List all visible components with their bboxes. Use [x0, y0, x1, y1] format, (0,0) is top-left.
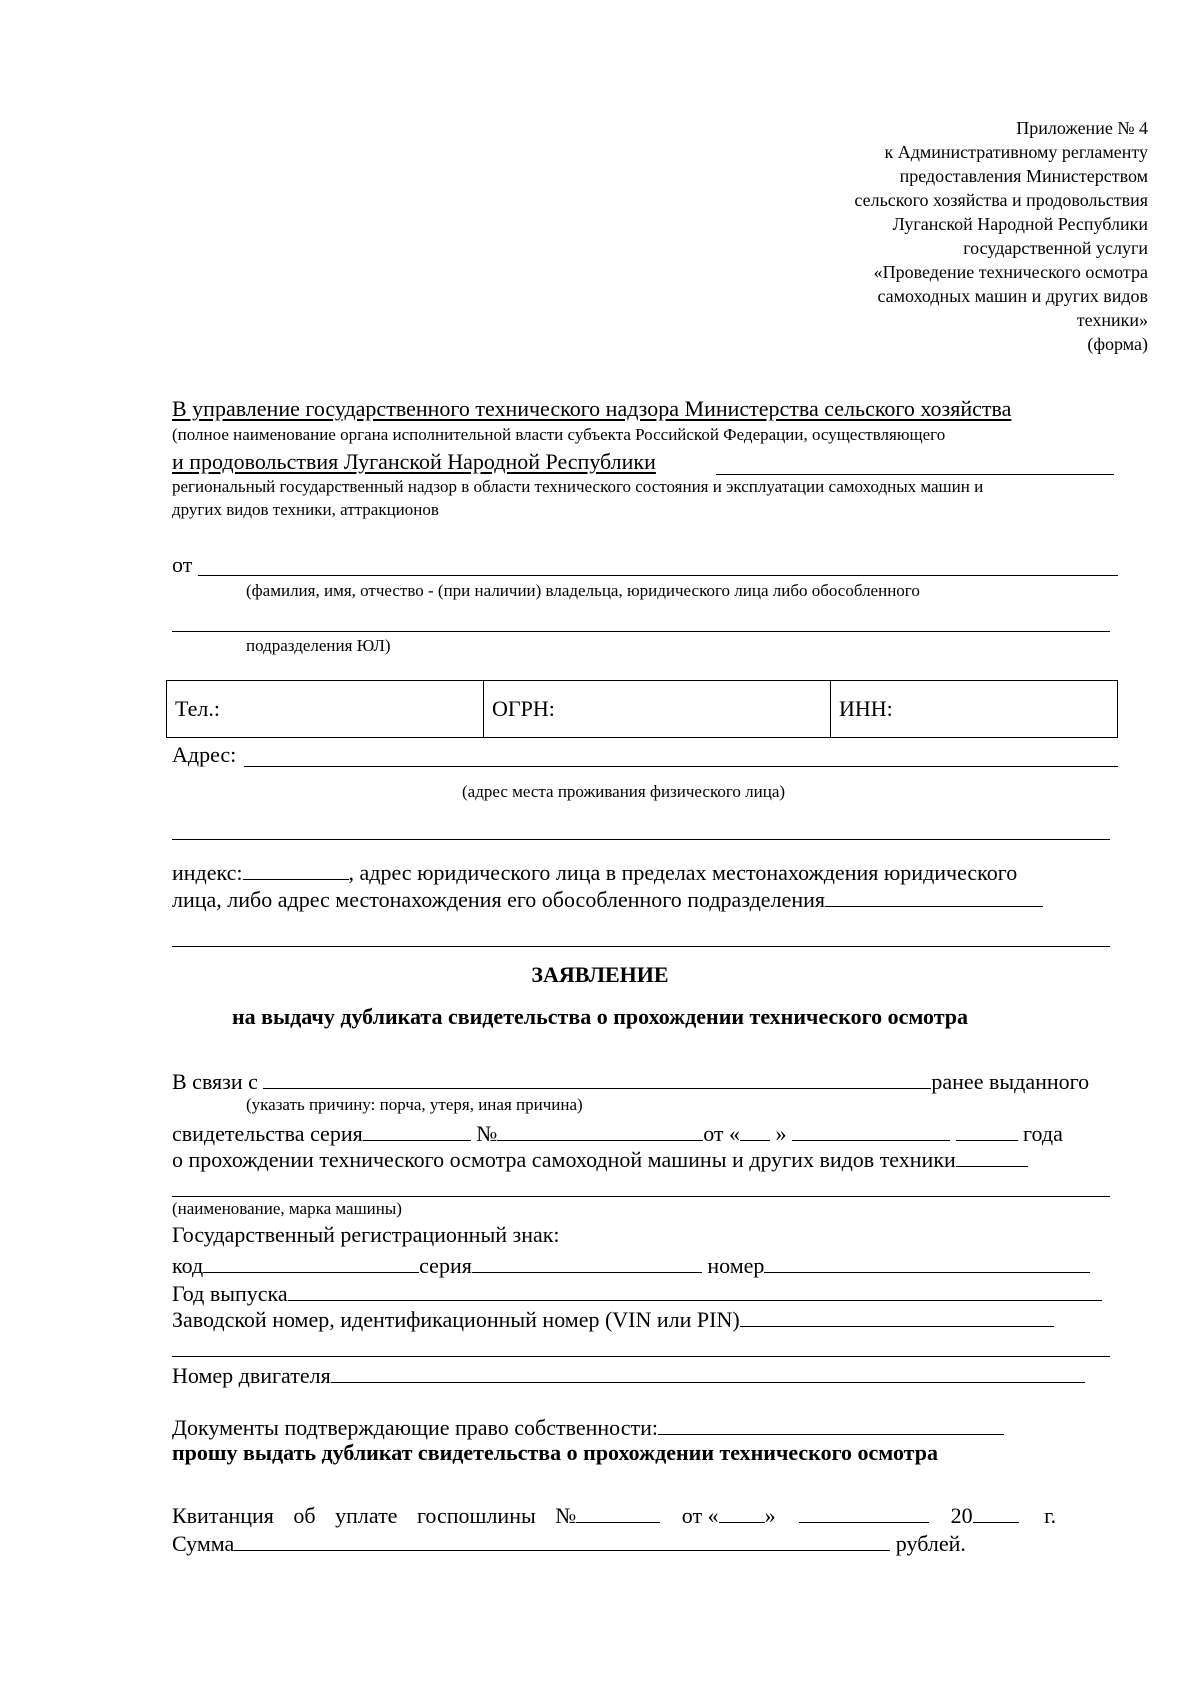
cert-year-word: года	[1023, 1121, 1063, 1146]
appendix-line: Луганской Народной Республики	[892, 214, 1148, 234]
number-label: номер	[707, 1253, 765, 1278]
ids-table	[166, 680, 1118, 738]
appendix-line: Приложение № 4	[1016, 118, 1148, 138]
receipt-label: Квитанция об уплате госпошлины №	[172, 1503, 577, 1528]
appendix-line: сельского хозяйства и продовольствия	[854, 190, 1148, 210]
code-field[interactable]	[203, 1250, 419, 1273]
year-made-field[interactable]	[288, 1278, 1102, 1301]
series-field[interactable]	[472, 1250, 702, 1273]
ownership-docs-row	[172, 1412, 1004, 1441]
receipt-month-field[interactable]	[799, 1500, 929, 1523]
ownership-docs-label: Документы подтверждающие право собственности:	[172, 1415, 658, 1440]
legal-address-row-1	[172, 857, 1017, 886]
code-label: код	[172, 1253, 204, 1278]
cert-month-field[interactable]	[792, 1118, 950, 1141]
engine-number-row	[172, 1360, 1085, 1389]
cert-year-field[interactable]	[956, 1118, 1018, 1141]
cert-number-field[interactable]	[497, 1118, 703, 1141]
sum-label: Сумма	[172, 1531, 235, 1556]
cert-series-field[interactable]	[363, 1118, 471, 1141]
address-field-2[interactable]	[172, 839, 1110, 840]
from-name-field[interactable]	[198, 575, 1118, 576]
appendix-line: предоставления Министерством	[899, 166, 1148, 186]
appendix-block	[854, 116, 1148, 356]
appendix-line: к Административному регламенту	[884, 142, 1148, 162]
about-inspection-row	[172, 1144, 1028, 1173]
ogrn-label: ОГРН:	[492, 696, 555, 721]
cert-close-quote: »	[775, 1121, 787, 1146]
machine-field[interactable]	[956, 1144, 1028, 1167]
inn-cell[interactable]	[831, 681, 1118, 738]
engine-number-field[interactable]	[331, 1360, 1085, 1383]
address-field[interactable]	[244, 766, 1118, 767]
inn-label: ИНН:	[839, 696, 893, 721]
phone-label: Тел.:	[175, 696, 220, 721]
receipt-number-field[interactable]	[576, 1500, 660, 1523]
cert-series-label: свидетельства серия	[172, 1121, 363, 1146]
legal-address-text-2: лица, либо адрес местонахождения его обособленного подразделения	[172, 887, 825, 912]
sum-field[interactable]	[234, 1528, 890, 1551]
due-to-row	[172, 1066, 1089, 1095]
appendix-line: (форма)	[1087, 334, 1148, 354]
legal-address-text: , адрес юридического лица в пределах местонахождения юридического	[348, 860, 1018, 885]
index-label: индекс:	[172, 860, 243, 885]
address-label: Адрес:	[172, 742, 237, 767]
machine-hint: (наименование, марка машины)	[172, 1199, 402, 1218]
document-subtitle: на выдачу дубликата свидетельства о прохождении технического осмотра	[231, 1004, 969, 1029]
reg-sign-label: Государственный регистрационный знак:	[172, 1222, 560, 1247]
cert-series-row	[172, 1118, 1063, 1147]
request-text: прошу выдать дубликат свидетельства о прохождении технического осмотра	[172, 1440, 938, 1465]
reason-field[interactable]	[263, 1066, 931, 1089]
year-made-row	[172, 1278, 1102, 1307]
sum-row	[172, 1528, 966, 1557]
addressee-hint-2: региональный государственный надзор в области технического состояния и эксплуатации самоходных машин и	[172, 477, 984, 496]
receipt-century: 20	[950, 1503, 973, 1528]
from-hint-2: подразделения ЮЛ)	[246, 636, 391, 655]
appendix-line: государственной услуги	[963, 238, 1148, 258]
from-name-field-2[interactable]	[172, 631, 1110, 632]
series-label: серия	[419, 1253, 472, 1278]
engine-number-label: Номер двигателя	[172, 1363, 331, 1388]
addressee-hint-1: (полное наименование органа исполнительной власти субъекта Российской Федерации, осуществляющего	[172, 425, 946, 444]
factory-number-field[interactable]	[740, 1304, 1054, 1327]
appendix-line: самоходных машин и других видов	[877, 286, 1148, 306]
address-hint: (адрес места проживания физического лица)	[462, 782, 786, 801]
receipt-close-quote: »	[764, 1503, 776, 1528]
due-to-label: В связи с	[172, 1069, 258, 1094]
receipt-year-abbr: г.	[1044, 1503, 1057, 1528]
receipt-day-field[interactable]	[719, 1500, 765, 1523]
addressee-hint-3: других видов техники, аттракционов	[172, 500, 439, 519]
number-field[interactable]	[764, 1250, 1090, 1273]
ogrn-cell[interactable]	[484, 681, 831, 738]
factory-number-row	[172, 1304, 1054, 1333]
addressee-line-1: В управление государственного технического надзора Министерства сельского хозяйства	[172, 396, 1012, 421]
reg-sign-row	[172, 1250, 1090, 1279]
from-label: от	[172, 552, 193, 577]
cert-day-field[interactable]	[740, 1118, 770, 1141]
reason-hint: (указать причину: порча, утеря, иная причина)	[246, 1095, 583, 1114]
ownership-docs-field[interactable]	[658, 1412, 1004, 1435]
year-made-label: Год выпуска	[172, 1281, 288, 1306]
receipt-from-label: от «	[681, 1503, 719, 1528]
document-title: ЗАЯВЛЕНИЕ	[531, 962, 669, 987]
about-inspection-label: о прохождении технического осмотра самоходной машины и других видов техники	[172, 1147, 956, 1172]
factory-number-field-2[interactable]	[172, 1356, 1110, 1357]
legal-address-row-2	[172, 884, 1043, 913]
appendix-line: техники»	[1076, 310, 1148, 330]
addressee-line-2: и продовольствия Луганской Народной Республики	[172, 449, 656, 474]
index-field[interactable]	[243, 857, 349, 880]
legal-address-field[interactable]	[825, 884, 1043, 907]
cert-from-label: от «	[703, 1121, 741, 1146]
appendix-line: «Проведение технического осмотра	[873, 262, 1148, 282]
cert-number-sign: №	[476, 1121, 498, 1146]
legal-address-field-2[interactable]	[172, 946, 1110, 947]
phone-cell[interactable]	[167, 681, 484, 738]
addressee-blank-line[interactable]	[716, 474, 1114, 475]
receipt-year-field[interactable]	[973, 1500, 1019, 1523]
from-hint-1: (фамилия, имя, отчество - (при наличии) владельца, юридического лица либо обособленного	[246, 581, 920, 600]
machine-field-2[interactable]	[172, 1196, 1110, 1197]
receipt-row	[172, 1500, 1056, 1529]
factory-number-label: Заводской номер, идентификационный номер (VIN или PIN)	[172, 1307, 740, 1332]
earlier-issued-label: ранее выданного	[931, 1069, 1090, 1094]
rubles-label: рублей.	[895, 1531, 966, 1556]
